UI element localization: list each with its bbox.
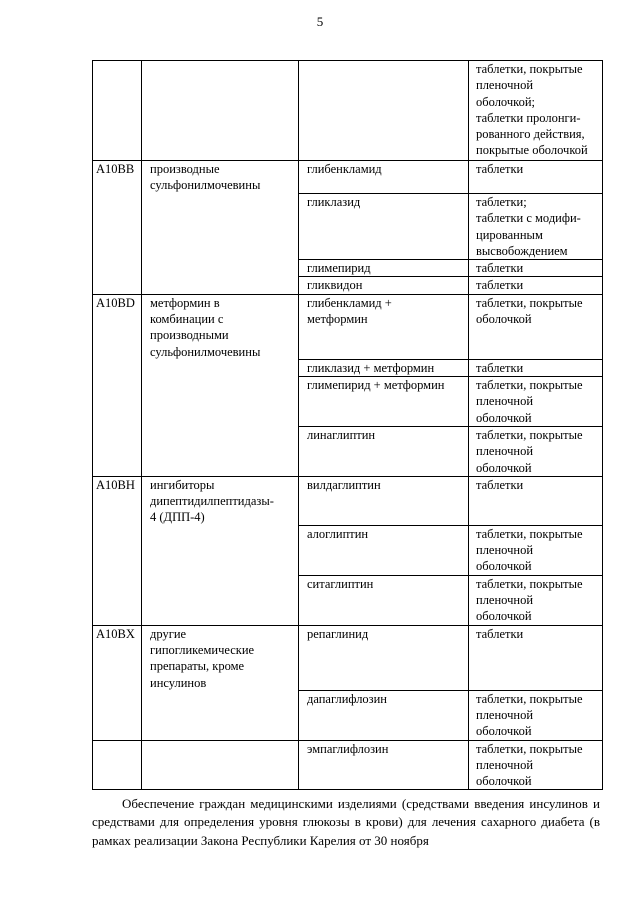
atc-code-cell: A10BH (93, 476, 142, 625)
page-number: 5 (316, 14, 324, 29)
dosage-form-cell: таблетки (469, 359, 603, 376)
dosage-form-cell: таблетки (469, 625, 603, 690)
table-row (93, 294, 603, 359)
drug-group-cell (142, 61, 299, 161)
dosage-form-cell: таблетки (469, 161, 603, 194)
dosage-form-cell: таблетки, покрытые пленочной оболочкой (469, 377, 603, 427)
atc-code-cell: A10BB (93, 161, 142, 295)
drug-group-cell: производные сульфонилмочевины (142, 161, 299, 295)
atc-code-cell: A10BX (93, 625, 142, 740)
drug-group-cell: метформин в комбинации с производными сульфонилмочевины (142, 294, 299, 476)
drug-group-cell: другие гипогликемические препараты, кроме инсулинов (142, 625, 299, 740)
table-row (93, 740, 603, 790)
inn-name-cell: глимепирид (299, 260, 469, 277)
drug-group-cell: ингибиторы дипептидилпептидазы- 4 (ДПП-4) (142, 476, 299, 625)
dosage-form-cell: таблетки, покрытые пленочной оболочкой (469, 525, 603, 575)
inn-name-cell: глибенкламид (299, 161, 469, 194)
dosage-form-cell: таблетки, покрытые оболочкой (469, 294, 603, 359)
inn-name-cell: ситаглиптин (299, 575, 469, 625)
dosage-form-cell: таблетки (469, 277, 603, 294)
atc-code-cell (93, 740, 142, 790)
inn-name-cell: эмпаглифлозин (299, 740, 469, 790)
dosage-form-cell: таблетки (469, 260, 603, 277)
inn-name-cell (299, 61, 469, 161)
atc-code-cell: A10BD (93, 294, 142, 476)
inn-name-cell: алоглиптин (299, 525, 469, 575)
inn-name-cell: репаглинид (299, 625, 469, 690)
inn-name-cell: гликлазид (299, 194, 469, 260)
inn-name-cell: линаглиптин (299, 426, 469, 476)
table-row (93, 625, 603, 690)
dosage-form-cell: таблетки (469, 476, 603, 525)
dosage-form-cell: таблетки, покрытые пленочной оболочкой; таблетки пролонги- рованного действия, покрытые оболочкой (469, 61, 603, 161)
table-row (93, 161, 603, 194)
drug-group-cell (142, 740, 299, 790)
dosage-form-cell: таблетки; таблетки с модифи- цированным высвобождением (469, 194, 603, 260)
inn-name-cell: гликвидон (299, 277, 469, 294)
body-paragraph: Обеспечение граждан медицинскими изделиями (средствами введения инсулинов и средствами для определения уровня глюкозы в крови) для лечения сахарного диабета (в рамках реализации Закона Республики Карелия от 30 ноября (92, 796, 600, 848)
dosage-form-cell: таблетки, покрытые пленочной оболочкой (469, 740, 603, 790)
dosage-form-cell: таблетки, покрытые пленочной оболочкой (469, 426, 603, 476)
inn-name-cell: дапаглифлозин (299, 690, 469, 740)
inn-name-cell: вилдаглиптин (299, 476, 469, 525)
drug-table (92, 60, 603, 790)
atc-code-cell (93, 61, 142, 161)
table-row (93, 476, 603, 525)
dosage-form-cell: таблетки, покрытые пленочной оболочкой (469, 690, 603, 740)
inn-name-cell: гликлазид + метформин (299, 359, 469, 376)
inn-name-cell: глимепирид + метформин (299, 377, 469, 427)
dosage-form-cell: таблетки, покрытые пленочной оболочкой (469, 575, 603, 625)
table-row (93, 61, 603, 161)
inn-name-cell: глибенкламид + метформин (299, 294, 469, 359)
